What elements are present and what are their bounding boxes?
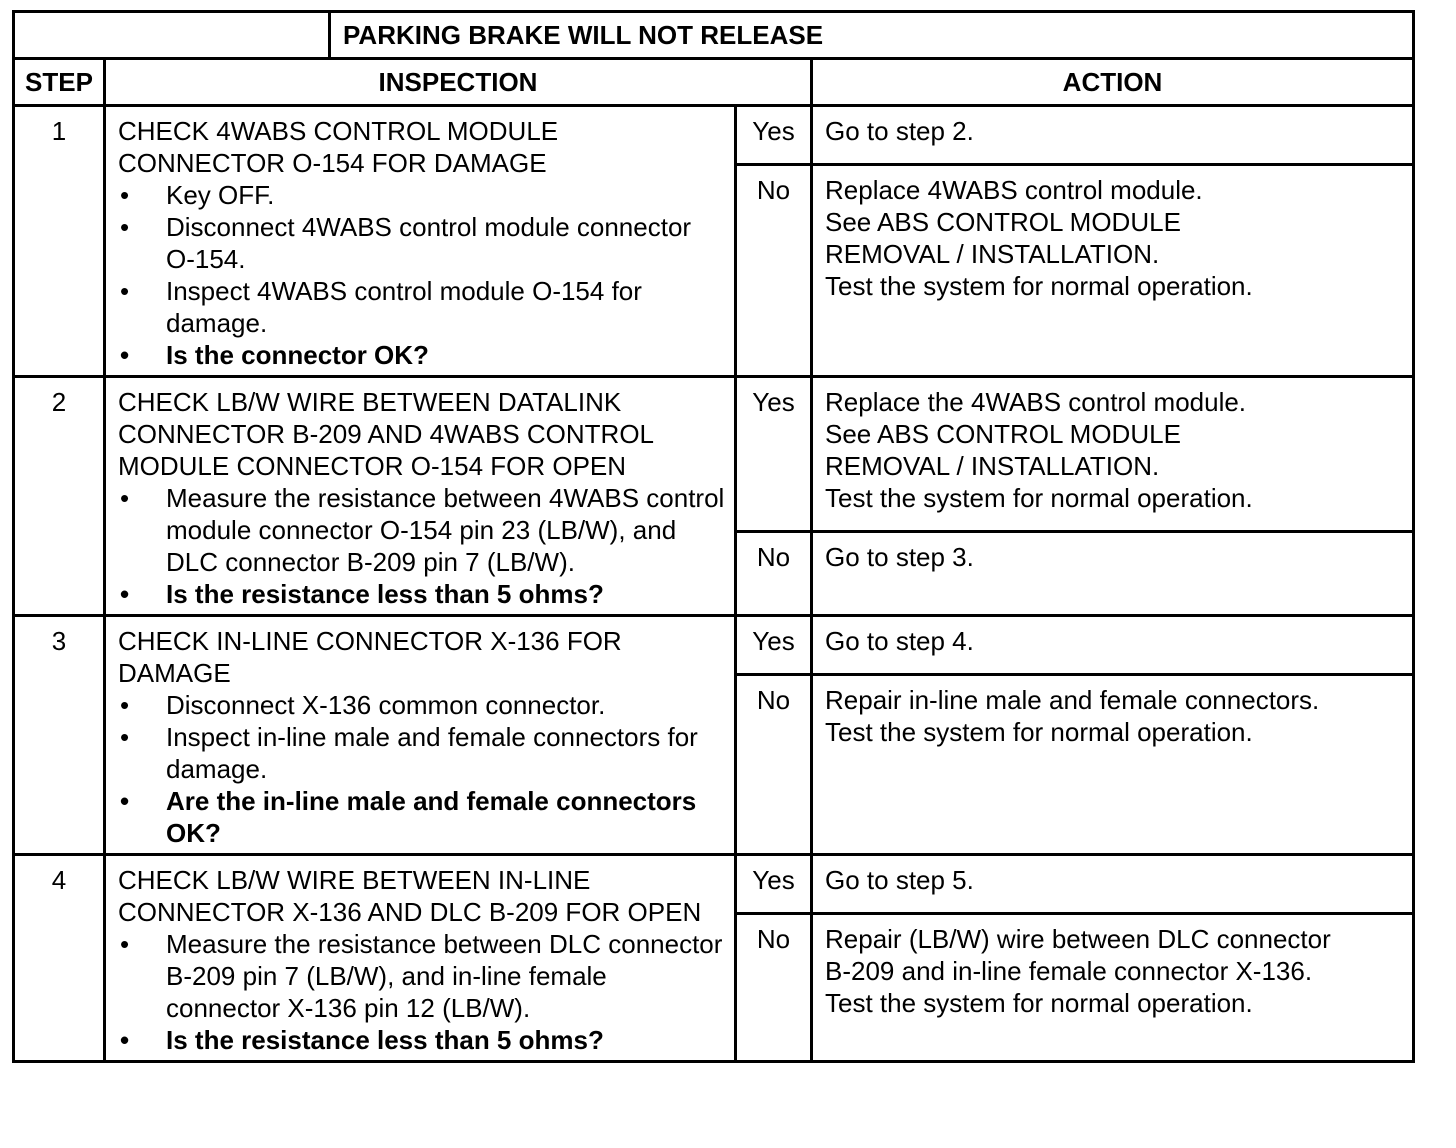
inspection-bullets xyxy=(118,928,726,1056)
no-action xyxy=(812,532,1414,616)
action-line: Go to step 4. xyxy=(825,626,974,656)
step-header: STEP xyxy=(14,59,105,106)
diagnostic-table xyxy=(12,10,1415,1063)
action-line: REMOVAL / INSTALLATION. xyxy=(825,239,1160,269)
yes-action xyxy=(812,855,1414,914)
action-line: Go to step 5. xyxy=(825,865,974,895)
inspection-heading: CHECK LB/W WIRE BETWEEN DATALINK CONNECTOR B-209 AND 4WABS CONTROL MODULE CONNECTOR O-154 FOR OPEN xyxy=(118,387,654,481)
yes-action xyxy=(812,616,1414,675)
yes-label: Yes xyxy=(736,377,812,532)
inspection-header: INSPECTION xyxy=(105,59,812,106)
action-line: Replace 4WABS control module. xyxy=(825,175,1203,205)
step-number: 4 xyxy=(14,855,105,1062)
steps-body xyxy=(14,106,1414,1062)
action-line: Test the system for normal operation. xyxy=(825,271,1253,301)
action-line: B-209 and in-line female connector X-136. xyxy=(825,956,1313,986)
header-row xyxy=(14,59,1414,106)
action-line: Go to step 3. xyxy=(825,542,974,572)
inspection-heading: CHECK LB/W WIRE BETWEEN IN-LINE CONNECTOR X-136 AND DLC B-209 FOR OPEN xyxy=(118,865,702,927)
action-line: Test the system for normal operation. xyxy=(825,988,1253,1018)
yes-label: Yes xyxy=(736,106,812,165)
inspection-bullet: • Key OFF. xyxy=(118,179,726,211)
step-number: 3 xyxy=(14,616,105,855)
inspection-bullet: • Measure the resistance between 4WABS control module connector O-154 pin 23 (LB/W), and DLC connector B-209 pin 7 (LB/W). xyxy=(118,482,726,578)
action-line: Repair in-line male and female connectors. xyxy=(825,685,1320,715)
step-number: 1 xyxy=(14,106,105,377)
inspection-heading: CHECK IN-LINE CONNECTOR X-136 FOR DAMAGE xyxy=(118,626,622,688)
inspection-cell xyxy=(105,106,736,377)
inspection-cell xyxy=(105,855,736,1062)
inspection-bullets xyxy=(118,482,726,610)
inspection-question: • Is the resistance less than 5 ohms? xyxy=(118,1024,726,1056)
step-row-1-yes xyxy=(14,106,1414,165)
inspection-bullet: • Inspect in-line male and female connectors for damage. xyxy=(118,721,726,785)
no-action xyxy=(812,165,1414,377)
step-row-4-yes xyxy=(14,855,1414,914)
inspection-question: • Is the connector OK? xyxy=(118,339,726,371)
step-number: 2 xyxy=(14,377,105,616)
action-line: Test the system for normal operation. xyxy=(825,483,1253,513)
yes-label: Yes xyxy=(736,855,812,914)
action-line: Test the system for normal operation. xyxy=(825,717,1253,747)
inspection-heading: CHECK 4WABS CONTROL MODULE CONNECTOR O-154 FOR DAMAGE xyxy=(118,116,559,178)
no-label: No xyxy=(736,532,812,616)
inspection-question: • Are the in-line male and female connectors OK? xyxy=(118,785,726,849)
action-line: Repair (LB/W) wire between DLC connector xyxy=(825,924,1331,954)
step-row-3-yes xyxy=(14,616,1414,675)
inspection-bullet: • Disconnect 4WABS control module connector O-154. xyxy=(118,211,726,275)
inspection-cell xyxy=(105,377,736,616)
step-row-2-yes xyxy=(14,377,1414,532)
action-line: See ABS CONTROL MODULE xyxy=(825,207,1181,237)
no-label: No xyxy=(736,675,812,855)
title-blank-cell xyxy=(14,12,330,59)
table-title: PARKING BRAKE WILL NOT RELEASE xyxy=(330,12,1414,59)
action-line: REMOVAL / INSTALLATION. xyxy=(825,451,1160,481)
action-line: See ABS CONTROL MODULE xyxy=(825,419,1181,449)
no-action xyxy=(812,914,1414,1062)
action-line: Replace the 4WABS control module. xyxy=(825,387,1247,417)
inspection-bullet: • Inspect 4WABS control module O-154 for damage. xyxy=(118,275,726,339)
inspection-cell xyxy=(105,616,736,855)
yes-action xyxy=(812,377,1414,532)
inspection-bullet: • Measure the resistance between DLC connector B-209 pin 7 (LB/W), and in-line female connector X-136 pin 12 (LB/W). xyxy=(118,928,726,1024)
title-row xyxy=(14,12,1414,59)
yes-label: Yes xyxy=(736,616,812,675)
no-action xyxy=(812,675,1414,855)
yes-action xyxy=(812,106,1414,165)
action-header: ACTION xyxy=(812,59,1414,106)
inspection-bullet: • Disconnect X-136 common connector. xyxy=(118,689,726,721)
action-line: Go to step 2. xyxy=(825,116,974,146)
no-label: No xyxy=(736,914,812,1062)
inspection-bullets xyxy=(118,689,726,849)
inspection-bullets xyxy=(118,179,726,371)
inspection-question: • Is the resistance less than 5 ohms? xyxy=(118,578,726,610)
no-label: No xyxy=(736,165,812,377)
